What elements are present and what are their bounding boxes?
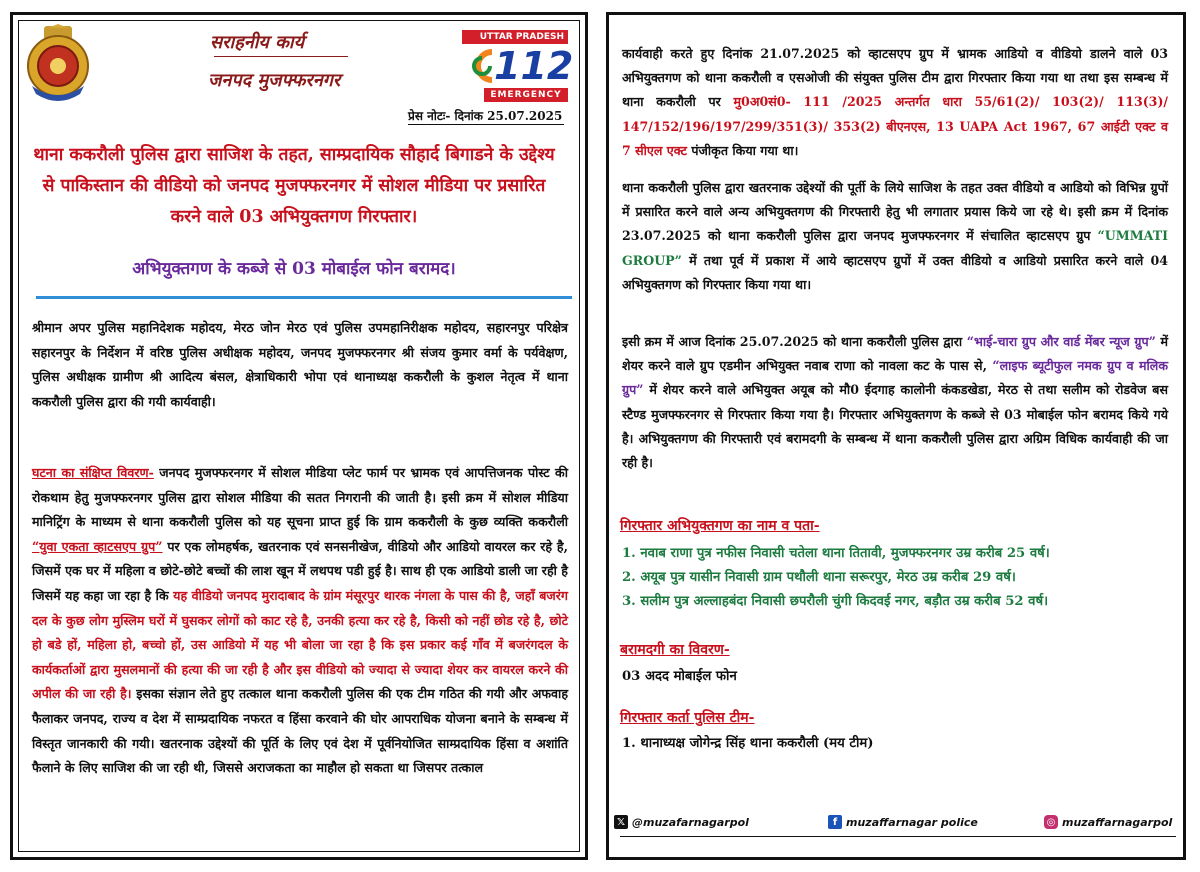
logo-emergency-label: EMERGENCY (484, 88, 568, 102)
list-item: 3. सलीम पुत्र अल्लाहबंदा निवासी छपरौली चुंगी किदवई नगर, बड़ौत उम्र करीब 52 वर्ष। (622, 594, 1049, 609)
incident-text-b: पर एक लोमहर्षक, खतरनाक एवं सनसनीखेज, वीडियो और आडियो वायरल कर रहे है, जिसमें एक घर में महिला व छोटे-छोटे बच्चों की लाश खून में लथपथ पडी हुई है। साथ ही एक आडियो डाली जा रही है जिसमें यह कहा जा रहा है कि (32, 538, 568, 603)
twitter-handle[interactable] (614, 815, 749, 829)
incident-text-a: जनपद मुजफ्फरनगर में सोशल मीडिया प्लेट फार्म पर भ्रामक एवं आपत्तिजनक पोस्ट की रोकथाम हेतु मुजफ्फरनगर पुलिस द्वारा सोशल मीडिया की सतत निगरानी की जाती है। इसी क्रम में सोशल मीडिया मानिट्रिंग के माध्यम से थाना ककरौली पुलिस को यह सूचना प्राप्त हुई कि ग्राम ककरौली के कुछ व्यक्ति ककरौली (32, 465, 568, 530)
instagram-handle-text: muzaffarnagarpol (1062, 815, 1173, 829)
followup-paragraph (622, 176, 1168, 297)
accused-heading: गिरफ्तार अभियुक्तगण का नाम व पता- (620, 518, 820, 534)
facebook-handle-text: muzaffarnagar police (846, 815, 978, 829)
incident-paragraph (32, 461, 568, 781)
accused-list (622, 542, 1050, 614)
arrest-text-b: में शेयर करने वाले ग्रुप एडमीन अभियुक्त नवाब राणा को नावला कट के पास से, (622, 334, 1168, 374)
press-note-date: प्रेस नोटः- दिनांक 25.07.2025 (408, 109, 563, 123)
up-police-emblem-icon (22, 24, 94, 106)
incident-label: घटना का संक्षिप्त विवरण- (32, 465, 154, 480)
followup-text-a: थाना ककरौली पुलिस द्वारा खतरनाक उद्देश्यों की पूर्ती के लिये साजिश के तहत उक्त वीडियो व आडियो को विभिन्न ग्रुपों में प्रसारित करने वाले अन्य अभियुक्तगण की गिरफ्तारी हेतु भी लगातार प्रयास किये जा रहे थे। इसी क्रम में दिनांक 23.07.2025 को थाना ककरौली पुलिस द्वारा जनपद मुजफ्फरनगर में संचालित व्हाटसएप ग्रुप (622, 180, 1168, 244)
logo-swoosh-icon (466, 46, 496, 86)
team-member: 1. थानाध्यक्ष जोगेन्द्र सिंह थाना ककरौली (मय टीम) (622, 736, 874, 751)
action-paragraph (622, 42, 1168, 163)
footer-divider (620, 836, 1176, 837)
logo-state-label: UTTAR PRADESH (462, 30, 568, 44)
title-underline (214, 56, 348, 57)
list-item: 2. अयूब पुत्र यासीन निवासी ग्राम पथौली थाना सरूरपुर, मेरठ उम्र करीब 29 वर्ष। (622, 570, 1016, 585)
arrest-text-c: में शेयर करने वाले अभियुक्त अयूब को मौ0 ईदगाह कालोनी कंकडखेडा, मेरठ से तथा सलीम को रोडवेज बस स्टैण्ड मुजफ्फरनगर से गिरफ्तार किया गया है। गिरफ्तार अभियुक्तगण के कब्जे से 03 मोबाईल फोन बरामद किये गये है। अभियुक्तगण की गिरफ्तारी एवं बरामदगी के सम्बन्ध में थाना ककरौली पुलिस द्वारा अग्रिम विधिक कार्यवाही की जा रही है। (622, 382, 1168, 471)
instagram-handle[interactable] (1044, 815, 1172, 829)
group-name-yuva: “युवा एकता व्हाटसएप ग्रुप” (32, 538, 163, 554)
divider (36, 296, 572, 299)
instagram-icon: ◎ (1044, 815, 1058, 829)
audio-quote: यह वीडियो जनपद मुरादाबाद के ग्रांम मंसूरपुर थारक नंगला के पास की है, जहाँ बजरंग दल के कुछ लोग मुस्लिम घरों में घुसकर लोगों को काट रहे है, उनकी हत्या कर रहे है, किसी को नहीं छोड रहे है, छोटे हो बडे हों, महिला हो, बच्चो हों, उस आडियो में यह भी बोला जा रहा है कि इस प्रकार कई गाँव में बजरंगदल के कार्यकर्ताओं द्वारा मुसलमानों की हत्या की जा रही है और इस वीडियो को ज्यादा से ज्यादा शेयर कर वायरल करने की अपील की जा रही है। (32, 587, 568, 702)
list-item: 1. नवाब राणा पुत्र नफीस निवासी चतेला थाना तितावी, मुजफ्फरनगर उम्र करीब 25 वर्ष। (622, 546, 1050, 561)
recovery-item: 03 अदद मोबाईल फोन (622, 669, 737, 684)
x-twitter-icon: 𝕏 (614, 815, 628, 829)
logo-number: 112 (494, 44, 574, 88)
arrest-paragraph (622, 330, 1168, 475)
followup-text-b: में तथा पूर्व में प्रकाश में आये व्हाटसएप ग्रुपों में उक्त वीडियो व आडियो प्रसारित करने वाले 04 अभियुक्तगण को गिरफ्तार किया गया था। (622, 252, 1168, 292)
twitter-handle-text: @muzafarnagarpol (632, 815, 749, 829)
case-number: मु0अ0सं0- 111 /2025 अन्तर्गत धारा 55/61(2)/ 103(2)/ 113(3)/ 147/152/196/197/299/351(3)/ 353(2) बीएनएस, 13 UAPA Act 1967, 67 आईटी एक्ट व 7 सीएल एक्ट (622, 94, 1168, 158)
action-text-b: पंजीकृत किया गया था। (687, 142, 799, 158)
subheadline: अभियुक्तगण के कब्जे से 03 मोबाईल फोन बरामद। (132, 259, 456, 279)
headline: थाना ककरौली पुलिस द्वारा साजिश के तहत, साम्प्रदायिक सौहार्द बिगाडने के उद्देश्य से पाकिस्तान की वीडियो को जनपद मुजफ्फरनगर में सोशल मीडिया पर प्रसारित करने वाले 03 अभियुक्तगण गिरफ्तार। (33, 145, 555, 227)
title-appreciable-work: सराहनीय कार्य (210, 32, 305, 53)
facebook-icon: f (828, 815, 842, 829)
arrest-text-a: इसी क्रम में आज दिनांक 25.07.2025 को थाना ककरौली पुलिस द्वारा (622, 334, 967, 349)
group-name-ummati: “UMMATI GROUP” (622, 228, 1168, 268)
press-note-underline (408, 124, 564, 125)
group-name-bhaichara: “भाई-चारा ग्रुप और वार्ड मेंबर न्यूज ग्रुप” (966, 334, 1156, 349)
title-district: जनपद मुजफ्फरनगर (208, 70, 341, 91)
incident-text-c: इसका संज्ञान लेते हुए तत्काल थाना ककरौली पुलिस की एक टीम गठित की गयी और अफवाह फैलाकर जनपद, राज्य व देश में साम्प्रदायिक नफरत व हिंसा करवाने की घोर आपराधिक योजना बनाने के सम्बन्ध में विस्तृत जानकारी की गयी। खतरनाक उद्देश्यों की पूर्ति के लिए एवं देश में पूर्वनियोजित साम्प्रदायिक हिंसा व अशांति फैलाने के लिए साजिश की जा रही थी, जिससे अराजकता का माहौल हो सकता था जिसपर तत्काल (32, 686, 568, 776)
group-name-life-beautiful: “लाइफ ब्यूटीफुल नमक ग्रुप व मलिक ग्रुप” (622, 358, 1168, 398)
facebook-handle[interactable] (828, 815, 978, 829)
action-text-a: कार्यवाही करते हुए दिनांक 21.07.2025 को व्हाटसएप ग्रुप में भ्रामक आडियो व वीडियो डालने वाले 03 अभियुक्तगण को थाना ककरौली व एसओजी की संयुक्त पुलिस टीम द्वारा गिरफ्तार किया गया था तथा इस सम्बन्ध में थाना ककरौली पर (622, 46, 1168, 110)
intro-paragraph: श्रीमान अपर पुलिस महानिदेशक महोदय, मेरठ जोन मेरठ एवं पुलिस उपमहानिरीक्षक महोदय, सहारनपुर परिक्षेत्र सहारनपुर के निर्देशन में वरिष्ठ पुलिस अधीक्षक महोदय, जनपद मुजफ्फरनगर श्री संजय कुमार वर्मा के पर्यवेक्षण, पुलिस अधीक्षक ग्रामीण श्री आदित्य बंसल, क्षेत्राधिकारी भोपा एवं थानाध्यक्ष ककरौली के कुशल नेतृत्व में थाना ककरौली पुलिस द्वारा की गयी कार्यवाही। (32, 320, 568, 409)
team-heading: गिरफ्तार कर्ता पुलिस टीम- (620, 710, 755, 726)
up112-logo (462, 30, 574, 102)
recovery-heading: बरामदगी का विवरण- (620, 642, 730, 658)
